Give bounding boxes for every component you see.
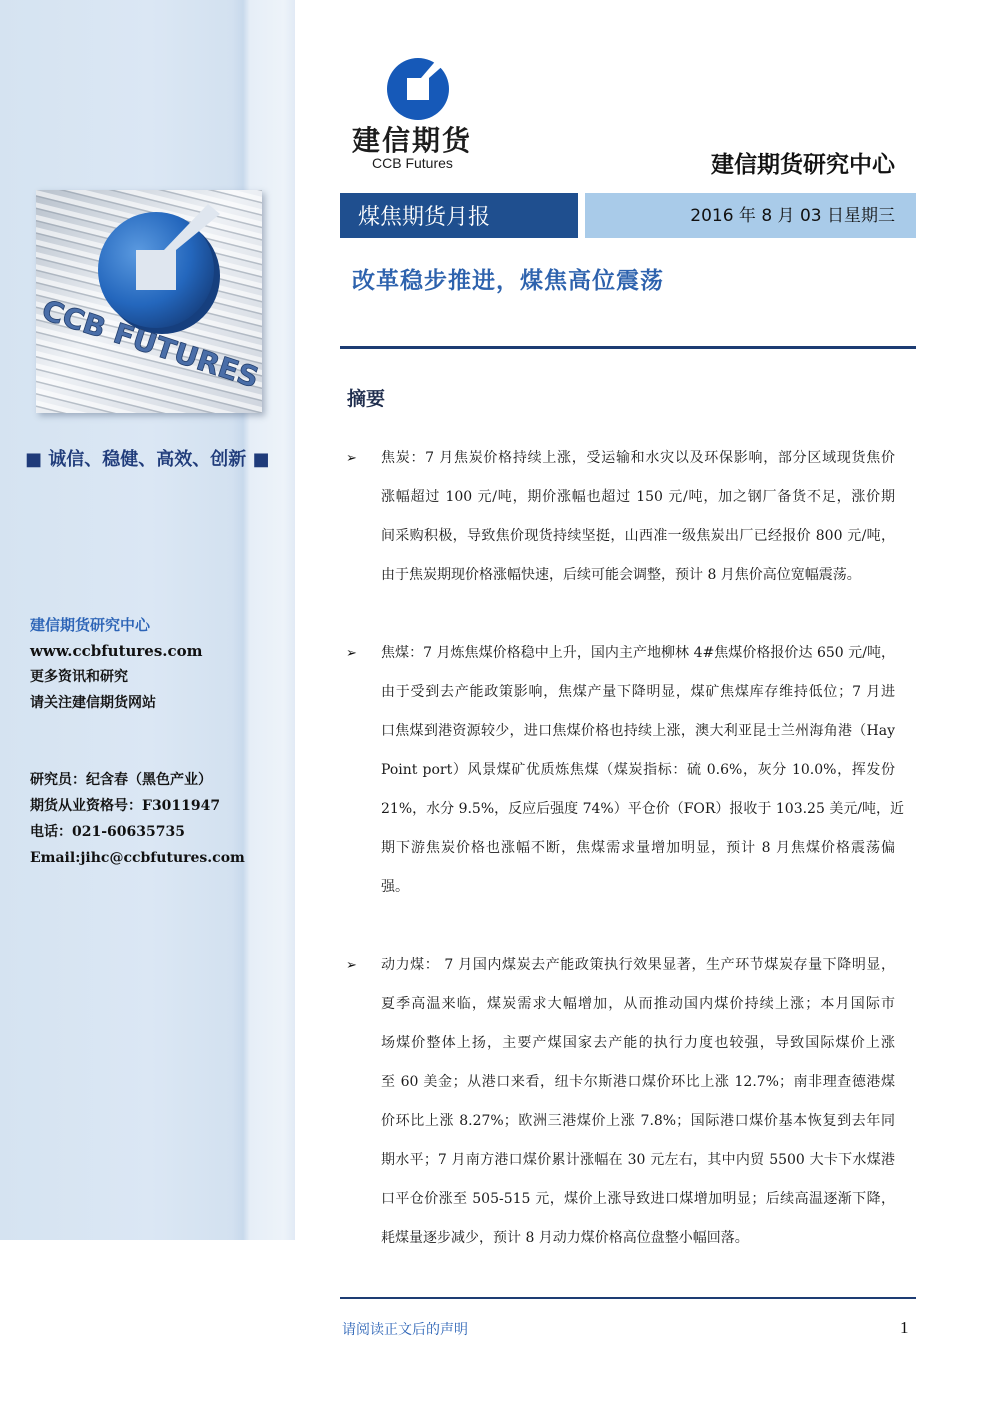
text-line: 由于受到去产能政策影响，焦煤产量下降明显，煤矿焦煤库存维持低位；7 月进 — [381, 684, 895, 700]
text-line: 夏季高温来临，煤炭需求大幅增加，从而推动国内煤价持续上涨；本月国际市 — [381, 996, 895, 1012]
text-line: 至 60 美金；从港口来看，纽卡尔斯港口煤价环比上涨 12.7%；南非理查德港煤 — [381, 1074, 895, 1090]
text-line: 动力煤： 7 月国内煤炭去产能政策执行效果显著，生产环节煤炭存量下降明显， — [381, 957, 895, 973]
text-line: 场煤价整体上扬，主要产煤国家去产能的执行力度也较强，导致国际煤价上涨 — [381, 1035, 895, 1051]
brand-name-cn: 建信期货 — [352, 124, 473, 157]
text-line: 期水平；7 月南方港口煤价累计涨幅在 30 元左右，其中内贸 5500 大卡下水煤港 — [381, 1152, 895, 1168]
summary-heading: 摘要 — [347, 388, 386, 410]
license-number: 期货从业资格号：F3011947 — [30, 798, 221, 814]
website-text: www.ccbfutures.com — [30, 642, 203, 660]
phone-number: 电话：021-60635735 — [30, 824, 185, 840]
list-item — [340, 439, 900, 595]
building-photo — [36, 190, 262, 413]
text-line: 强。 — [381, 879, 409, 895]
footer-disclaimer: 请阅读正文后的声明 — [342, 1322, 468, 1338]
text-line: 口焦煤到港资源较少，进口焦煤价格也持续上涨，澳大利亚昆士兰州海角港（Hay — [381, 723, 895, 739]
research-center-info — [30, 612, 280, 716]
text-line: 焦炭：7 月焦炭价格持续上涨，受运输和水灾以及环保影响，部分区域现货焦价 — [381, 450, 895, 466]
page-title: 改革稳步推进，煤焦高位震荡 — [352, 268, 664, 294]
text-line: 耗煤量逐步减少，预计 8 月动力煤价格高位盘整小幅回落。 — [381, 1230, 749, 1246]
analyst-info — [30, 767, 280, 871]
text-line: 价环比上涨 8.27%；欧洲三港煤价上涨 7.8%；国际港口煤价基本恢复到去年同 — [381, 1113, 895, 1129]
summary-list — [340, 439, 905, 1297]
bullet-arrow-icon: ➢ — [346, 646, 357, 661]
brand-name-en: CCB Futures — [372, 155, 453, 171]
building-photo-graphic — [36, 190, 262, 413]
footer-divider — [340, 1297, 916, 1299]
text-line: 由于焦炭期现价格涨幅快速，后续可能会调整，预计 8 月焦价高位宽幅震荡。 — [381, 567, 861, 583]
photo-logo-text: CCB FUTURES — [37, 293, 255, 392]
bullet-arrow-icon: ➢ — [346, 958, 357, 973]
paragraph-coking-coal — [381, 634, 905, 907]
sidebar — [0, 0, 295, 1240]
more-info-text: 更多资讯和研究 — [30, 669, 128, 685]
text-line: 涨幅超过 100 元/吨，期价涨幅也超过 150 元/吨，加之钢厂备货不足，涨价期 — [381, 489, 895, 505]
report-type-label: 煤焦期货月报 — [358, 205, 491, 230]
company-slogan: ■ 诚信、稳健、高效、创新 ■ — [25, 449, 270, 470]
text-line: 21%，水分 9.5%，反应后强度 74%）平仓价（FOR）报收于 103.25 美元/吨，近 — [381, 801, 905, 817]
title-divider — [340, 346, 916, 349]
text-line: 期下游焦炭价格也涨幅不断，焦煤需求量增加明显，预计 8 月焦煤价格震荡偏 — [381, 840, 895, 856]
text-line: 焦煤：7 月炼焦煤价格稳中上升，国内主产地柳林 4#焦煤价格报价达 650 元/吨， — [381, 645, 895, 661]
text-line: 间采购积极，导致焦价现货持续坚挺，山西准一级焦炭出厂已经报价 800 元/吨， — [381, 528, 895, 544]
list-item — [340, 946, 900, 1258]
bullet-arrow-icon: ➢ — [346, 451, 357, 466]
report-type-bar — [340, 193, 578, 238]
researcher-name: 研究员：纪含春（黑色产业） — [30, 772, 212, 788]
research-center-title: 建信期货研究中心 — [711, 152, 895, 178]
report-date-bar — [585, 193, 916, 238]
email-address: Email:jihc@ccbfutures.com — [30, 850, 245, 866]
text-line: Point port）风景煤矿优质炼焦煤（煤炭指标：硫 0.6%，灰分 10.0%，挥发份 — [381, 762, 895, 778]
text-line: 口平仓价涨至 505-515 元，煤价上涨导致进口煤增加明显；后续高温逐渐下降， — [381, 1191, 895, 1207]
page-number: 1 — [900, 1318, 909, 1337]
paragraph-coke — [381, 439, 895, 595]
ccb-logo-icon — [386, 57, 450, 121]
research-center-name: 建信期货研究中心 — [30, 616, 151, 634]
report-date: 2016 年 8 月 03 日星期三 — [690, 206, 895, 226]
list-item — [340, 634, 905, 907]
paragraph-thermal-coal — [381, 946, 895, 1258]
follow-text: 请关注建信期货网站 — [30, 695, 156, 711]
